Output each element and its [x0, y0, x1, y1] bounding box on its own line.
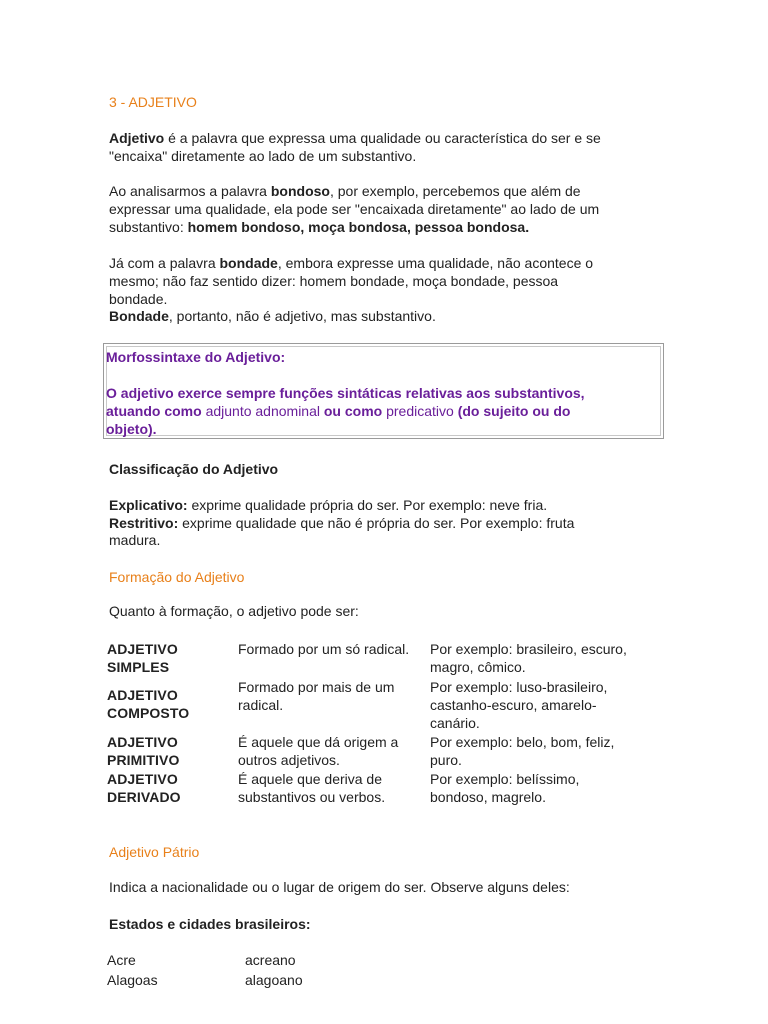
table-row-derivado-example: Por exemplo: belíssimo, bondoso, magrelo.: [430, 771, 580, 805]
patrio-item-place: Alagoas: [107, 972, 158, 988]
table-row-primitivo-example: Por exemplo: belo, bom, feliz, puro.: [430, 734, 615, 768]
table-row-composto-example: Por exemplo: luso-brasileiro, castanho-escuro, amarelo- canário.: [430, 679, 608, 731]
patrio-item-adjective: alagoano: [245, 972, 303, 988]
formacao-title: Formação do Adjetivo: [109, 569, 245, 585]
section-title: 3 - ADJETIVO: [109, 94, 197, 110]
table-row-primitivo-desc: É aquele que dá origem a outros adjetivos.: [238, 734, 399, 768]
patrio-intro: Indica a nacionalidade ou o lugar de origem do ser. Observe alguns deles:: [109, 879, 570, 895]
patrio-title: Adjetivo Pátrio: [109, 844, 200, 860]
patrio-subtitle: Estados e cidades brasileiros:: [109, 916, 311, 932]
table-row-simples-type: ADJETIVO SIMPLES: [107, 641, 178, 675]
intro-line-2: "encaixa" diretamente ao lado de um substantivo.: [109, 148, 417, 164]
patrio-item-place: Acre: [107, 952, 136, 968]
para3-line-3: bondade.: [109, 291, 168, 307]
morfossintaxe-line-2: atuando como adjunto adnominal ou como predicativo (do sujeito ou do: [106, 403, 571, 419]
restritivo-line-2: madura.: [109, 532, 161, 548]
para3-line-1: Já com a palavra bondade, embora expresse uma qualidade, não acontece o: [109, 255, 594, 271]
morfossintaxe-title: Morfossintaxe do Adjetivo:: [106, 349, 286, 365]
table-row-composto-desc: Formado por mais de um radical.: [238, 679, 395, 713]
para2-line-1: Ao analisarmos a palavra bondoso, por exemplo, percebemos que além de: [109, 183, 581, 199]
para2-line-3: substantivo: homem bondoso, moça bondosa, pessoa bondosa.: [109, 219, 530, 235]
patrio-item-adjective: acreano: [245, 952, 296, 968]
table-row-derivado-type: ADJETIVO DERIVADO: [107, 771, 181, 805]
morfossintaxe-line-3: objeto).: [106, 421, 157, 437]
formacao-intro: Quanto à formação, o adjetivo pode ser:: [109, 603, 359, 619]
intro-line-1: Adjetivo é a palavra que expressa uma qualidade ou característica do ser e se: [109, 130, 601, 146]
restritivo-line: Restritivo: exprime qualidade que não é própria do ser. Por exemplo: fruta: [109, 515, 575, 531]
table-row-composto-type: ADJETIVO COMPOSTO: [107, 687, 190, 721]
table-row-simples-desc: Formado por um só radical.: [238, 641, 410, 657]
morfossintaxe-line-1: O adjetivo exerce sempre funções sintáticas relativas aos substantivos,: [106, 385, 585, 401]
para2-line-2: expressar uma qualidade, ela pode ser "encaixada diretamente" ao lado de um: [109, 201, 600, 217]
classificacao-title: Classificação do Adjetivo: [109, 461, 279, 477]
table-row-derivado-desc: É aquele que deriva de substantivos ou verbos.: [238, 771, 386, 805]
term-adjetivo: Adjetivo: [109, 130, 165, 146]
table-row-simples-example: Por exemplo: brasileiro, escuro, magro, cômico.: [430, 641, 627, 675]
para3-line-4: Bondade, portanto, não é adjetivo, mas substantivo.: [109, 308, 436, 324]
table-row-primitivo-type: ADJETIVO PRIMITIVO: [107, 734, 180, 768]
explicativo-line: Explicativo: exprime qualidade própria do ser. Por exemplo: neve fria.: [109, 497, 548, 513]
para3-line-2: mesmo; não faz sentido dizer: homem bondade, moça bondade, pessoa: [109, 273, 559, 289]
